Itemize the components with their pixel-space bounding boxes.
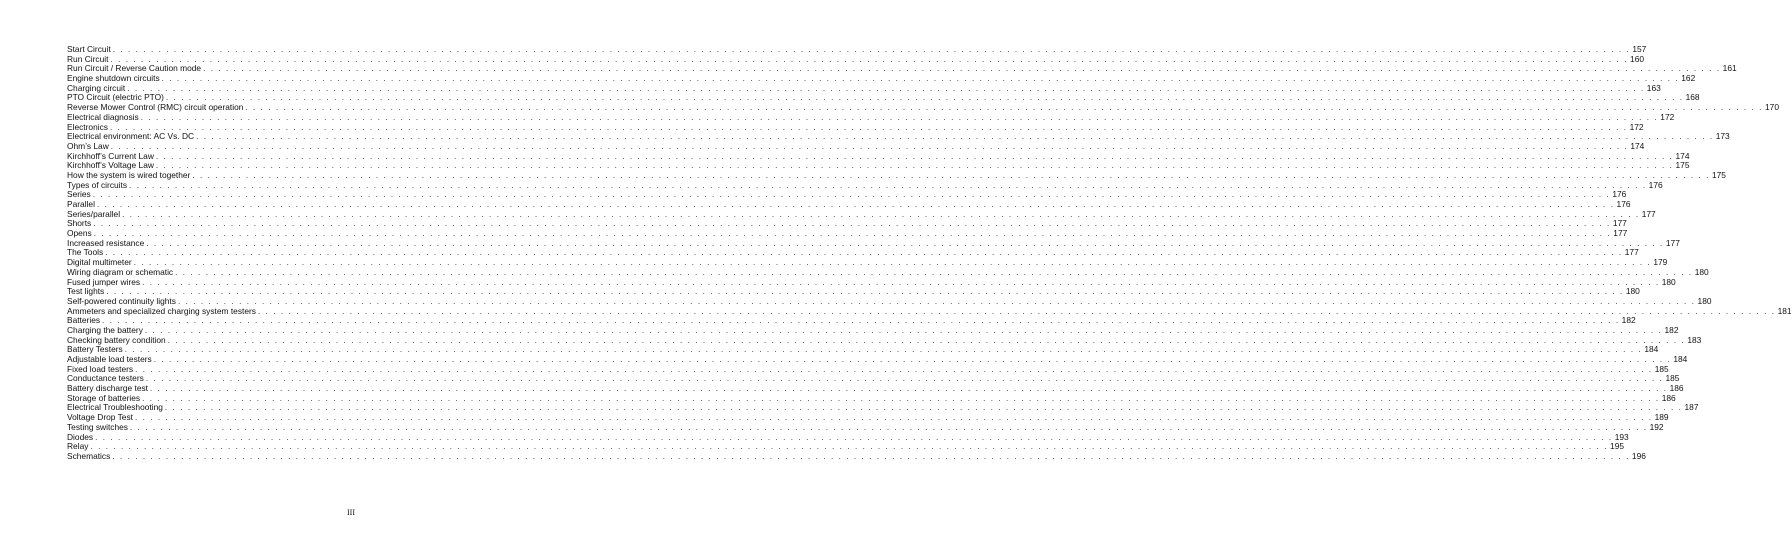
- toc-dot-leader: . . . . . . . . . . . . . . . . . . . . . . . . . . . . . . . . . . . . . . . . . . . . . . . . . . . . . . . . . . . . . . . . . . . . . . . . . . . . . . . . . . . . . . . . . . . . . . . . . . . . . . . . . . . . . . . . . . . . . . . . . . . . . . . . . . . . . . . . . . . . . . . . . . . . . . . . . . . . . . . . . . . . . . . . . . . . . . . . . . . . . . . . . . . . . . . . . . . . . . .: [140, 112, 1659, 122]
- toc-dot-leader: . . . . . . . . . . . . . . . . . . . . . . . . . . . . . . . . . . . . . . . . . . . . . . . . . . . . . . . . . . . . . . . . . . . . . . . . . . . . . . . . . . . . . . . . . . . . . . . . . . . . . . . . . . . . . . . . . . . . . . . . . . . . . . . . . . . . . . . . . . . . . . . . . . . . . . . . . . . . . . . . . . . . . . . . . . . . . . . . . . . . . . . . . . . . . . . . . . . . . . .: [112, 451, 1630, 461]
- toc-entry-page: 177: [1624, 247, 1639, 258]
- toc-entry-page: 160: [1630, 53, 1645, 64]
- toc-entry-page: 181: [1777, 305, 1792, 316]
- toc-dot-leader: . . . . . . . . . . . . . . . . . . . . . . . . . . . . . . . . . . . . . . . . . . . . . . . . . . . . . . . . . . . . . . . . . . . . . . . . . . . . . . . . . . . . . . . . . . . . . . . . . . . . . . . . . . . . . . . . . . . . . . . . . . . . . . . . . . . . . . . . . . . . . . . . . . . . . . . . . . . . . . . . . . . . . . . . . . . . . . . . . . . . . . . . . . . . . . . . . . . . . . .: [155, 161, 1674, 171]
- toc-entry-page: 189: [1654, 412, 1669, 423]
- toc-entry-page: 157: [1632, 44, 1647, 54]
- toc-entry[interactable]: [67, 44, 1647, 55]
- toc-dot-leader: . . . . . . . . . . . . . . . . . . . . . . . . . . . . . . . . . . . . . . . . . . . . . . . . . . . . . . . . . . . . . . . . . . . . . . . . . . . . . . . . . . . . . . . . . . . . . . . . . . . . . . . . . . . . . . . . . . . . . . . . . . . . . . . . . . . . . . . . . . . . . . . . . . . . . . . . . . . . . . . . . . . . . . . . . . . . . . . . . . . . . . . . . . . . . . . . . . . . . . .: [257, 306, 1776, 316]
- toc-entry-page: 186: [1661, 392, 1676, 403]
- toc-entry-page: 186: [1669, 383, 1684, 394]
- toc-entry-title: Digital multimeter: [67, 257, 132, 268]
- toc-entry-title: Reverse Mower Control (RMC) circuit operation: [67, 102, 244, 113]
- toc-entry-title: How the system is wired together: [67, 169, 191, 180]
- toc-dot-leader: . . . . . . . . . . . . . . . . . . . . . . . . . . . . . . . . . . . . . . . . . . . . . . . . . . . . . . . . . . . . . . . . . . . . . . . . . . . . . . . . . . . . . . . . . . . . . . . . . . . . . . . . . . . . . . . . . . . . . . . . . . . . . . . . . . . . . . . . . . . . . . . . . . . . . . . . . . . . . . . . . . . . . . . . . . . . . . . . . . . . . . . . . . . . . . . . . . . . . . .: [167, 335, 1686, 345]
- toc-entry-page: 180: [1697, 295, 1712, 306]
- toc-entry-title: Adjustable load testers: [67, 354, 152, 364]
- toc-entry-page: 192: [1649, 421, 1664, 432]
- toc-dot-leader: . . . . . . . . . . . . . . . . . . . . . . . . . . . . . . . . . . . . . . . . . . . . . . . . . . . . . . . . . . . . . . . . . . . . . . . . . . . . . . . . . . . . . . . . . . . . . . . . . . . . . . . . . . . . . . . . . . . . . . . . . . . . . . . . . . . . . . . . . . . . . . . . . . . . . . . . . . . . . . . . . . . . . . . . . . . . . . . . . . . . . . . . . . . . . . . . . . . . . . .: [192, 170, 1710, 180]
- toc-entry-title: Opens: [67, 228, 92, 239]
- toc-dot-leader: . . . . . . . . . . . . . . . . . . . . . . . . . . . . . . . . . . . . . . . . . . . . . . . . . . . . . . . . . . . . . . . . . . . . . . . . . . . . . . . . . . . . . . . . . . . . . . . . . . . . . . . . . . . . . . . . . . . . . . . . . . . . . . . . . . . . . . . . . . . . . . . . . . . . . . . . . . . . . . . . . . . . . . . . . . . . . . . . . . . . . . . . . . . . . . . . . . . . . . .: [245, 103, 1763, 113]
- toc-dot-leader: . . . . . . . . . . . . . . . . . . . . . . . . . . . . . . . . . . . . . . . . . . . . . . . . . . . . . . . . . . . . . . . . . . . . . . . . . . . . . . . . . . . . . . . . . . . . . . . . . . . . . . . . . . . . . . . . . . . . . . . . . . . . . . . . . . . . . . . . . . . . . . . . . . . . . . . . . . . . . . . . . . . . . . . . . . . . . . . . . . . . . . . . . . . . . . . . . . . . . . .: [142, 277, 1660, 287]
- toc-entry-page: 184: [1673, 354, 1688, 364]
- toc-dot-leader: . . . . . . . . . . . . . . . . . . . . . . . . . . . . . . . . . . . . . . . . . . . . . . . . . . . . . . . . . . . . . . . . . . . . . . . . . . . . . . . . . . . . . . . . . . . . . . . . . . . . . . . . . . . . . . . . . . . . . . . . . . . . . . . . . . . . . . . . . . . . . . . . . . . . . . . . . . . . . . . . . . . . . . . . . . . . . . . . . . . . . . . . . . . . . . . . . . . . . . .: [175, 267, 1693, 277]
- toc-dot-leader: . . . . . . . . . . . . . . . . . . . . . . . . . . . . . . . . . . . . . . . . . . . . . . . . . . . . . . . . . . . . . . . . . . . . . . . . . . . . . . . . . . . . . . . . . . . . . . . . . . . . . . . . . . . . . . . . . . . . . . . . . . . . . . . . . . . . . . . . . . . . . . . . . . . . . . . . . . . . . . . . . . . . . . . . . . . . . . . . . . . . . . . . . . . . . . . . . . . . . . .: [96, 200, 1615, 209]
- toc-entry-page: 168: [1685, 92, 1700, 103]
- toc-entry-page: 179: [1653, 257, 1668, 268]
- toc-entry-page: 175: [1675, 160, 1690, 171]
- toc-entry[interactable]: [67, 111, 1675, 123]
- toc-entry-title: Increased resistance: [67, 237, 145, 248]
- toc-entry[interactable]: [67, 179, 1663, 191]
- toc-dot-leader: . . . . . . . . . . . . . . . . . . . . . . . . . . . . . . . . . . . . . . . . . . . . . . . . . . . . . . . . . . . . . . . . . . . . . . . . . . . . . . . . . . . . . . . . . . . . . . . . . . . . . . . . . . . . . . . . . . . . . . . . . . . . . . . . . . . . . . . . . . . . . . . . . . . . . . . . . . . . . . . . . . . . . . . . . . . . . . . . . . . . . . . . . . . . . . . . . . . . . . .: [90, 442, 1609, 452]
- toc-dot-leader: . . . . . . . . . . . . . . . . . . . . . . . . . . . . . . . . . . . . . . . . . . . . . . . . . . . . . . . . . . . . . . . . . . . . . . . . . . . . . . . . . . . . . . . . . . . . . . . . . . . . . . . . . . . . . . . . . . . . . . . . . . . . . . . . . . . . . . . . . . . . . . . . . . . . . . . . . . . . . . . . . . . . . . . . . . . . . . . . . . . . . . . . . . . . . . . . . . . . . . .: [129, 180, 1647, 190]
- toc-dot-leader: . . . . . . . . . . . . . . . . . . . . . . . . . . . . . . . . . . . . . . . . . . . . . . . . . . . . . . . . . . . . . . . . . . . . . . . . . . . . . . . . . . . . . . . . . . . . . . . . . . . . . . . . . . . . . . . . . . . . . . . . . . . . . . . . . . . . . . . . . . . . . . . . . . . . . . . . . . . . . . . . . . . . . . . . . . . . . . . . . . . . . . . . . . . . . . . . . . . . . . .: [93, 219, 1611, 229]
- toc-entry-title: Electrical Troubleshooting: [67, 402, 163, 413]
- toc-entry-title: Shorts: [67, 218, 92, 229]
- toc-entry-page: 176: [1612, 189, 1627, 200]
- toc-entry[interactable]: [67, 450, 1646, 462]
- toc-entry-title: Checking battery condition: [67, 334, 166, 345]
- toc-entry-title: Electrical diagnosis: [67, 111, 139, 122]
- toc-entry[interactable]: [67, 276, 1676, 288]
- toc-dot-leader: . . . . . . . . . . . . . . . . . . . . . . . . . . . . . . . . . . . . . . . . . . . . . . . . . . . . . . . . . . . . . . . . . . . . . . . . . . . . . . . . . . . . . . . . . . . . . . . . . . . . . . . . . . . . . . . . . . . . . . . . . . . . . . . . . . . . . . . . . . . . . . . . . . . . . . . . . . . . . . . . . . . . . . . . . . . . . . . . . . . . . . . . . . . . . . . . . . . . . . .: [109, 122, 1628, 132]
- toc-entry[interactable]: [67, 208, 1656, 220]
- toc-entry-page: 173: [1715, 131, 1730, 142]
- toc-dot-leader: . . . . . . . . . . . . . . . . . . . . . . . . . . . . . . . . . . . . . . . . . . . . . . . . . . . . . . . . . . . . . . . . . . . . . . . . . . . . . . . . . . . . . . . . . . . . . . . . . . . . . . . . . . . . . . . . . . . . . . . . . . . . . . . . . . . . . . . . . . . . . . . . . . . . . . . . . . . . . . . . . . . . . . . . . . . . . . . . . . . . . . . . . . . . . . . . . . . . . . .: [177, 296, 1696, 306]
- toc-dot-leader: . . . . . . . . . . . . . . . . . . . . . . . . . . . . . . . . . . . . . . . . . . . . . . . . . . . . . . . . . . . . . . . . . . . . . . . . . . . . . . . . . . . . . . . . . . . . . . . . . . . . . . . . . . . . . . . . . . . . . . . . . . . . . . . . . . . . . . . . . . . . . . . . . . . . . . . . . . . . . . . . . . . . . . . . . . . . . . . . . . . . . . . . . . . . . . . . . . . . . . .: [164, 403, 1683, 413]
- toc-entry-page: 185: [1654, 363, 1669, 374]
- toc-entry-title: Electronics: [67, 121, 108, 132]
- toc-entry-page: 184: [1644, 344, 1659, 355]
- toc-entry-page: 182: [1664, 324, 1679, 335]
- toc-dot-leader: . . . . . . . . . . . . . . . . . . . . . . . . . . . . . . . . . . . . . . . . . . . . . . . . . . . . . . . . . . . . . . . . . . . . . . . . . . . . . . . . . . . . . . . . . . . . . . . . . . . . . . . . . . . . . . . . . . . . . . . . . . . . . . . . . . . . . . . . . . . . . . . . . . . . . . . . . . . . . . . . . . . . . . . . . . . . . . . . . . . . . . . . . . . . . . . . . . . . . . .: [127, 83, 1645, 93]
- toc-entry-page: 180: [1625, 286, 1640, 297]
- toc-entry-title: Kirchhoff’s Current Law: [67, 150, 154, 161]
- toc-dot-leader: . . . . . . . . . . . . . . . . . . . . . . . . . . . . . . . . . . . . . . . . . . . . . . . . . . . . . . . . . . . . . . . . . . . . . . . . . . . . . . . . . . . . . . . . . . . . . . . . . . . . . . . . . . . . . . . . . . . . . . . . . . . . . . . . . . . . . . . . . . . . . . . . . . . . . . . . . . . . . . . . . . . . . . . . . . . . . . . . . . . . . . . . . . . . . . . . . . . . . . .: [145, 374, 1664, 384]
- toc-entry-title: Self-powered continuity lights: [67, 295, 176, 306]
- toc-entry-page: 163: [1646, 82, 1661, 93]
- toc-entry-title: Diodes: [67, 431, 94, 442]
- toc-entry-page: 176: [1648, 179, 1663, 190]
- toc-dot-leader: . . . . . . . . . . . . . . . . . . . . . . . . . . . . . . . . . . . . . . . . . . . . . . . . . . . . . . . . . . . . . . . . . . . . . . . . . . . . . . . . . . . . . . . . . . . . . . . . . . . . . . . . . . . . . . . . . . . . . . . . . . . . . . . . . . . . . . . . . . . . . . . . . . . . . . . . . . . . . . . . . . . . . . . . . . . . . . . . . . . . . . . . . . . . . . . . . . . . . . .: [153, 355, 1672, 364]
- toc-entry-title: Voltage Drop Test: [67, 412, 133, 423]
- toc-entry-page: 183: [1687, 334, 1702, 345]
- toc-dot-leader: . . . . . . . . . . . . . . . . . . . . . . . . . . . . . . . . . . . . . . . . . . . . . . . . . . . . . . . . . . . . . . . . . . . . . . . . . . . . . . . . . . . . . . . . . . . . . . . . . . . . . . . . . . . . . . . . . . . . . . . . . . . . . . . . . . . . . . . . . . . . . . . . . . . . . . . . . . . . . . . . . . . . . . . . . . . . . . . . . . . . . . . . . . . . . . . . . . . . . . .: [92, 190, 1611, 200]
- toc-entry[interactable]: [67, 431, 1629, 443]
- toc-dot-leader: . . . . . . . . . . . . . . . . . . . . . . . . . . . . . . . . . . . . . . . . . . . . . . . . . . . . . . . . . . . . . . . . . . . . . . . . . . . . . . . . . . . . . . . . . . . . . . . . . . . . . . . . . . . . . . . . . . . . . . . . . . . . . . . . . . . . . . . . . . . . . . . . . . . . . . . . . . . . . . . . . . . . . . . . . . . . . . . . . . . . . . . . . . . . . . . . . . . . . . .: [102, 316, 1620, 326]
- toc-dot-leader: . . . . . . . . . . . . . . . . . . . . . . . . . . . . . . . . . . . . . . . . . . . . . . . . . . . . . . . . . . . . . . . . . . . . . . . . . . . . . . . . . . . . . . . . . . . . . . . . . . . . . . . . . . . . . . . . . . . . . . . . . . . . . . . . . . . . . . . . . . . . . . . . . . . . . . . . . . . . . . . . . . . . . . . . . . . . . . . . . . . . . . . . . . . . . . . . . . . . . . .: [146, 238, 1664, 248]
- toc-entry-title: Batteries: [67, 315, 101, 326]
- toc-entry[interactable]: [67, 305, 1792, 317]
- toc-dot-leader: . . . . . . . . . . . . . . . . . . . . . . . . . . . . . . . . . . . . . . . . . . . . . . . . . . . . . . . . . . . . . . . . . . . . . . . . . . . . . . . . . . . . . . . . . . . . . . . . . . . . . . . . . . . . . . . . . . . . . . . . . . . . . . . . . . . . . . . . . . . . . . . . . . . . . . . . . . . . . . . . . . . . . . . . . . . . . . . . . . . . . . . . . . . . . . . . . . . . . . .: [135, 364, 1653, 374]
- toc-entry-title: Test lights: [67, 286, 105, 297]
- toc-entry-title: Electrical environment: AC Vs. DC: [67, 131, 195, 142]
- toc-entry[interactable]: [67, 237, 1680, 249]
- toc-entry-title: The Tools: [67, 247, 104, 258]
- toc-entry[interactable]: [67, 218, 1627, 229]
- toc-dot-leader: . . . . . . . . . . . . . . . . . . . . . . . . . . . . . . . . . . . . . . . . . . . . . . . . . . . . . . . . . . . . . . . . . . . . . . . . . . . . . . . . . . . . . . . . . . . . . . . . . . . . . . . . . . . . . . . . . . . . . . . . . . . . . . . . . . . . . . . . . . . . . . . . . . . . . . . . . . . . . . . . . . . . . . . . . . . . . . . . . . . . . . . . . . . . . . . . . . . . . . .: [165, 93, 1684, 103]
- toc-entry-page: 170: [1765, 102, 1779, 113]
- toc-entry-title: Series: [67, 189, 91, 200]
- toc-dot-leader: . . . . . . . . . . . . . . . . . . . . . . . . . . . . . . . . . . . . . . . . . . . . . . . . . . . . . . . . . . . . . . . . . . . . . . . . . . . . . . . . . . . . . . . . . . . . . . . . . . . . . . . . . . . . . . . . . . . . . . . . . . . . . . . . . . . . . . . . . . . . . . . . . . . . . . . . . . . . . . . . . . . . . . . . . . . . . . . . . . . . . . . . . . . . . . . . . . . . . . .: [110, 54, 1629, 64]
- toc-entry-title: Battery Testers: [67, 344, 123, 355]
- toc-entry-page: 174: [1630, 140, 1645, 151]
- toc-entry-page: 177: [1613, 228, 1628, 239]
- toc-dot-leader: . . . . . . . . . . . . . . . . . . . . . . . . . . . . . . . . . . . . . . . . . . . . . . . . . . . . . . . . . . . . . . . . . . . . . . . . . . . . . . . . . . . . . . . . . . . . . . . . . . . . . . . . . . . . . . . . . . . . . . . . . . . . . . . . . . . . . . . . . . . . . . . . . . . . . . . . . . . . . . . . . . . . . . . . . . . . . . . . . . . . . . . . . . . . . . . . . . . . . . .: [133, 258, 1652, 268]
- toc-entry-title: Kirchhoff’s Voltage Law: [67, 160, 154, 171]
- toc-entry-title: Relay: [67, 441, 89, 452]
- toc-entry-page: 162: [1681, 73, 1696, 84]
- toc-entry-page: 175: [1711, 169, 1726, 180]
- toc-dot-leader: . . . . . . . . . . . . . . . . . . . . . . . . . . . . . . . . . . . . . . . . . . . . . . . . . . . . . . . . . . . . . . . . . . . . . . . . . . . . . . . . . . . . . . . . . . . . . . . . . . . . . . . . . . . . . . . . . . . . . . . . . . . . . . . . . . . . . . . . . . . . . . . . . . . . . . . . . . . . . . . . . . . . . . . . . . . . . . . . . . . . . . . . . . . . . . . . . . . . . . .: [144, 325, 1663, 335]
- toc-dot-leader: . . . . . . . . . . . . . . . . . . . . . . . . . . . . . . . . . . . . . . . . . . . . . . . . . . . . . . . . . . . . . . . . . . . . . . . . . . . . . . . . . . . . . . . . . . . . . . . . . . . . . . . . . . . . . . . . . . . . . . . . . . . . . . . . . . . . . . . . . . . . . . . . . . . . . . . . . . . . . . . . . . . . . . . . . . . . . . . . . . . . . . . . . . . . . . . . . . . . . . .: [134, 413, 1653, 423]
- toc-dot-leader: . . . . . . . . . . . . . . . . . . . . . . . . . . . . . . . . . . . . . . . . . . . . . . . . . . . . . . . . . . . . . . . . . . . . . . . . . . . . . . . . . . . . . . . . . . . . . . . . . . . . . . . . . . . . . . . . . . . . . . . . . . . . . . . . . . . . . . . . . . . . . . . . . . . . . . . . . . . . . . . . . . . . . . . . . . . . . . . . . . . . . . . . . . . . . . . . . . . . . . .: [150, 384, 1668, 394]
- toc-entry-title: Parallel: [67, 199, 95, 209]
- toc-entry-title: Conductance testers: [67, 373, 144, 384]
- toc-entry[interactable]: [67, 189, 1627, 200]
- toc-entry-page: 174: [1675, 150, 1690, 161]
- toc-dot-leader: . . . . . . . . . . . . . . . . . . . . . . . . . . . . . . . . . . . . . . . . . . . . . . . . . . . . . . . . . . . . . . . . . . . . . . . . . . . . . . . . . . . . . . . . . . . . . . . . . . . . . . . . . . . . . . . . . . . . . . . . . . . . . . . . . . . . . . . . . . . . . . . . . . . . . . . . . . . . . . . . . . . . . . . . . . . . . . . . . . . . . . . . . . . . . . . . . . . . . . .: [106, 287, 1624, 297]
- toc-entry-title: Charging circuit: [67, 82, 126, 93]
- toc-dot-leader: . . . . . . . . . . . . . . . . . . . . . . . . . . . . . . . . . . . . . . . . . . . . . . . . . . . . . . . . . . . . . . . . . . . . . . . . . . . . . . . . . . . . . . . . . . . . . . . . . . . . . . . . . . . . . . . . . . . . . . . . . . . . . . . . . . . . . . . . . . . . . . . . . . . . . . . . . . . . . . . . . . . . . . . . . . . . . . . . . . . . . . . . . . . . . . . . . . . . . . .: [112, 45, 1631, 54]
- toc-dot-leader: . . . . . . . . . . . . . . . . . . . . . . . . . . . . . . . . . . . . . . . . . . . . . . . . . . . . . . . . . . . . . . . . . . . . . . . . . . . . . . . . . . . . . . . . . . . . . . . . . . . . . . . . . . . . . . . . . . . . . . . . . . . . . . . . . . . . . . . . . . . . . . . . . . . . . . . . . . . . . . . . . . . . . . . . . . . . . . . . . . . . . . . . . . . . . . . . . . . . . . .: [196, 132, 1714, 142]
- toc-entry[interactable]: [67, 131, 1730, 142]
- toc-entry-title: Ohm’s Law: [67, 140, 109, 151]
- toc-entry-title: Fused jumper wires: [67, 276, 141, 287]
- toc-entry-title: Testing switches: [67, 421, 128, 432]
- toc-entry-page: 185: [1665, 373, 1680, 384]
- toc-dot-leader: . . . . . . . . . . . . . . . . . . . . . . . . . . . . . . . . . . . . . . . . . . . . . . . . . . . . . . . . . . . . . . . . . . . . . . . . . . . . . . . . . . . . . . . . . . . . . . . . . . . . . . . . . . . . . . . . . . . . . . . . . . . . . . . . . . . . . . . . . . . . . . . . . . . . . . . . . . . . . . . . . . . . . . . . . . . . . . . . . . . . . . . . . . . . . . . . . . . . . . .: [124, 345, 1643, 355]
- toc-dot-leader: . . . . . . . . . . . . . . . . . . . . . . . . . . . . . . . . . . . . . . . . . . . . . . . . . . . . . . . . . . . . . . . . . . . . . . . . . . . . . . . . . . . . . . . . . . . . . . . . . . . . . . . . . . . . . . . . . . . . . . . . . . . . . . . . . . . . . . . . . . . . . . . . . . . . . . . . . . . . . . . . . . . . . . . . . . . . . . . . . . . . . . . . . . . . . . . . . . . . . . .: [129, 422, 1648, 432]
- toc-entry-page: 195: [1610, 441, 1625, 452]
- toc-dot-leader: . . . . . . . . . . . . . . . . . . . . . . . . . . . . . . . . . . . . . . . . . . . . . . . . . . . . . . . . . . . . . . . . . . . . . . . . . . . . . . . . . . . . . . . . . . . . . . . . . . . . . . . . . . . . . . . . . . . . . . . . . . . . . . . . . . . . . . . . . . . . . . . . . . . . . . . . . . . . . . . . . . . . . . . . . . . . . . . . . . . . . . . . . . . . . . . . . . . . . . .: [110, 141, 1629, 151]
- toc-entry-title: Run Circuit / Reverse Caution mode: [67, 63, 202, 74]
- toc-entry-title: Battery discharge test: [67, 383, 148, 394]
- toc-entry-page: 187: [1684, 402, 1699, 413]
- toc-entry-title: Schematics: [67, 450, 111, 461]
- toc-entry-page: 180: [1694, 266, 1709, 277]
- table-of-contents: [67, 44, 1792, 462]
- toc-dot-leader: . . . . . . . . . . . . . . . . . . . . . . . . . . . . . . . . . . . . . . . . . . . . . . . . . . . . . . . . . . . . . . . . . . . . . . . . . . . . . . . . . . . . . . . . . . . . . . . . . . . . . . . . . . . . . . . . . . . . . . . . . . . . . . . . . . . . . . . . . . . . . . . . . . . . . . . . . . . . . . . . . . . . . . . . . . . . . . . . . . . . . . . . . . . . . . . . . . . . . . .: [93, 229, 1612, 239]
- toc-entries: [67, 44, 1792, 462]
- toc-dot-leader: . . . . . . . . . . . . . . . . . . . . . . . . . . . . . . . . . . . . . . . . . . . . . . . . . . . . . . . . . . . . . . . . . . . . . . . . . . . . . . . . . . . . . . . . . . . . . . . . . . . . . . . . . . . . . . . . . . . . . . . . . . . . . . . . . . . . . . . . . . . . . . . . . . . . . . . . . . . . . . . . . . . . . . . . . . . . . . . . . . . . . . . . . . . . . . . . . . . . . . .: [122, 209, 1640, 219]
- toc-entry-title: Fixed load testers: [67, 363, 134, 374]
- toc-entry-page: 177: [1665, 237, 1680, 248]
- toc-entry-page: 177: [1612, 218, 1627, 229]
- toc-entry-title: Series/parallel: [67, 208, 121, 219]
- toc-entry-page: 180: [1661, 276, 1676, 287]
- toc-entry-page: 172: [1660, 111, 1675, 122]
- page-number: III: [347, 508, 355, 517]
- toc-entry-title: Charging the battery: [67, 324, 143, 335]
- toc-entry-page: 196: [1631, 450, 1646, 461]
- toc-entry[interactable]: [67, 421, 1664, 433]
- toc-entry-title: Run Circuit: [67, 53, 109, 64]
- toc-entry-page: 182: [1621, 315, 1636, 326]
- toc-entry-title: Storage of batteries: [67, 392, 141, 403]
- toc-entry-title: PTO Circuit (electric PTO): [67, 92, 164, 103]
- toc-dot-leader: . . . . . . . . . . . . . . . . . . . . . . . . . . . . . . . . . . . . . . . . . . . . . . . . . . . . . . . . . . . . . . . . . . . . . . . . . . . . . . . . . . . . . . . . . . . . . . . . . . . . . . . . . . . . . . . . . . . . . . . . . . . . . . . . . . . . . . . . . . . . . . . . . . . . . . . . . . . . . . . . . . . . . . . . . . . . . . . . . . . . . . . . . . . . . . . . . . . . . . .: [105, 248, 1623, 258]
- toc-dot-leader: . . . . . . . . . . . . . . . . . . . . . . . . . . . . . . . . . . . . . . . . . . . . . . . . . . . . . . . . . . . . . . . . . . . . . . . . . . . . . . . . . . . . . . . . . . . . . . . . . . . . . . . . . . . . . . . . . . . . . . . . . . . . . . . . . . . . . . . . . . . . . . . . . . . . . . . . . . . . . . . . . . . . . . . . . . . . . . . . . . . . . . . . . . . . . . . . . . . . . . .: [203, 64, 1721, 74]
- toc-entry-title: Types of circuits: [67, 179, 128, 190]
- toc-entry-title: Start Circuit: [67, 44, 111, 54]
- toc-entry-title: Ammeters and specialized charging system testers: [67, 305, 256, 316]
- toc-dot-leader: . . . . . . . . . . . . . . . . . . . . . . . . . . . . . . . . . . . . . . . . . . . . . . . . . . . . . . . . . . . . . . . . . . . . . . . . . . . . . . . . . . . . . . . . . . . . . . . . . . . . . . . . . . . . . . . . . . . . . . . . . . . . . . . . . . . . . . . . . . . . . . . . . . . . . . . . . . . . . . . . . . . . . . . . . . . . . . . . . . . . . . . . . . . . . . . . . . . . . . .: [161, 74, 1680, 84]
- toc-entry-page: 161: [1722, 63, 1737, 74]
- toc-entry-page: 193: [1614, 431, 1629, 442]
- toc-entry-title: Wiring diagram or schematic: [67, 266, 174, 277]
- toc-dot-leader: . . . . . . . . . . . . . . . . . . . . . . . . . . . . . . . . . . . . . . . . . . . . . . . . . . . . . . . . . . . . . . . . . . . . . . . . . . . . . . . . . . . . . . . . . . . . . . . . . . . . . . . . . . . . . . . . . . . . . . . . . . . . . . . . . . . . . . . . . . . . . . . . . . . . . . . . . . . . . . . . . . . . . . . . . . . . . . . . . . . . . . . . . . . . . . . . . . . . . . .: [155, 151, 1674, 161]
- toc-dot-leader: . . . . . . . . . . . . . . . . . . . . . . . . . . . . . . . . . . . . . . . . . . . . . . . . . . . . . . . . . . . . . . . . . . . . . . . . . . . . . . . . . . . . . . . . . . . . . . . . . . . . . . . . . . . . . . . . . . . . . . . . . . . . . . . . . . . . . . . . . . . . . . . . . . . . . . . . . . . . . . . . . . . . . . . . . . . . . . . . . . . . . . . . . . . . . . . . . . . . . . .: [142, 393, 1660, 403]
- toc-entry-title: Engine shutdown circuits: [67, 73, 160, 84]
- toc-dot-leader: . . . . . . . . . . . . . . . . . . . . . . . . . . . . . . . . . . . . . . . . . . . . . . . . . . . . . . . . . . . . . . . . . . . . . . . . . . . . . . . . . . . . . . . . . . . . . . . . . . . . . . . . . . . . . . . . . . . . . . . . . . . . . . . . . . . . . . . . . . . . . . . . . . . . . . . . . . . . . . . . . . . . . . . . . . . . . . . . . . . . . . . . . . . . . . . . . . . . . . .: [95, 432, 1613, 442]
- toc-entry-page: 177: [1641, 208, 1656, 219]
- toc-entry-page: 172: [1629, 121, 1644, 132]
- toc-entry-page: 176: [1616, 199, 1631, 209]
